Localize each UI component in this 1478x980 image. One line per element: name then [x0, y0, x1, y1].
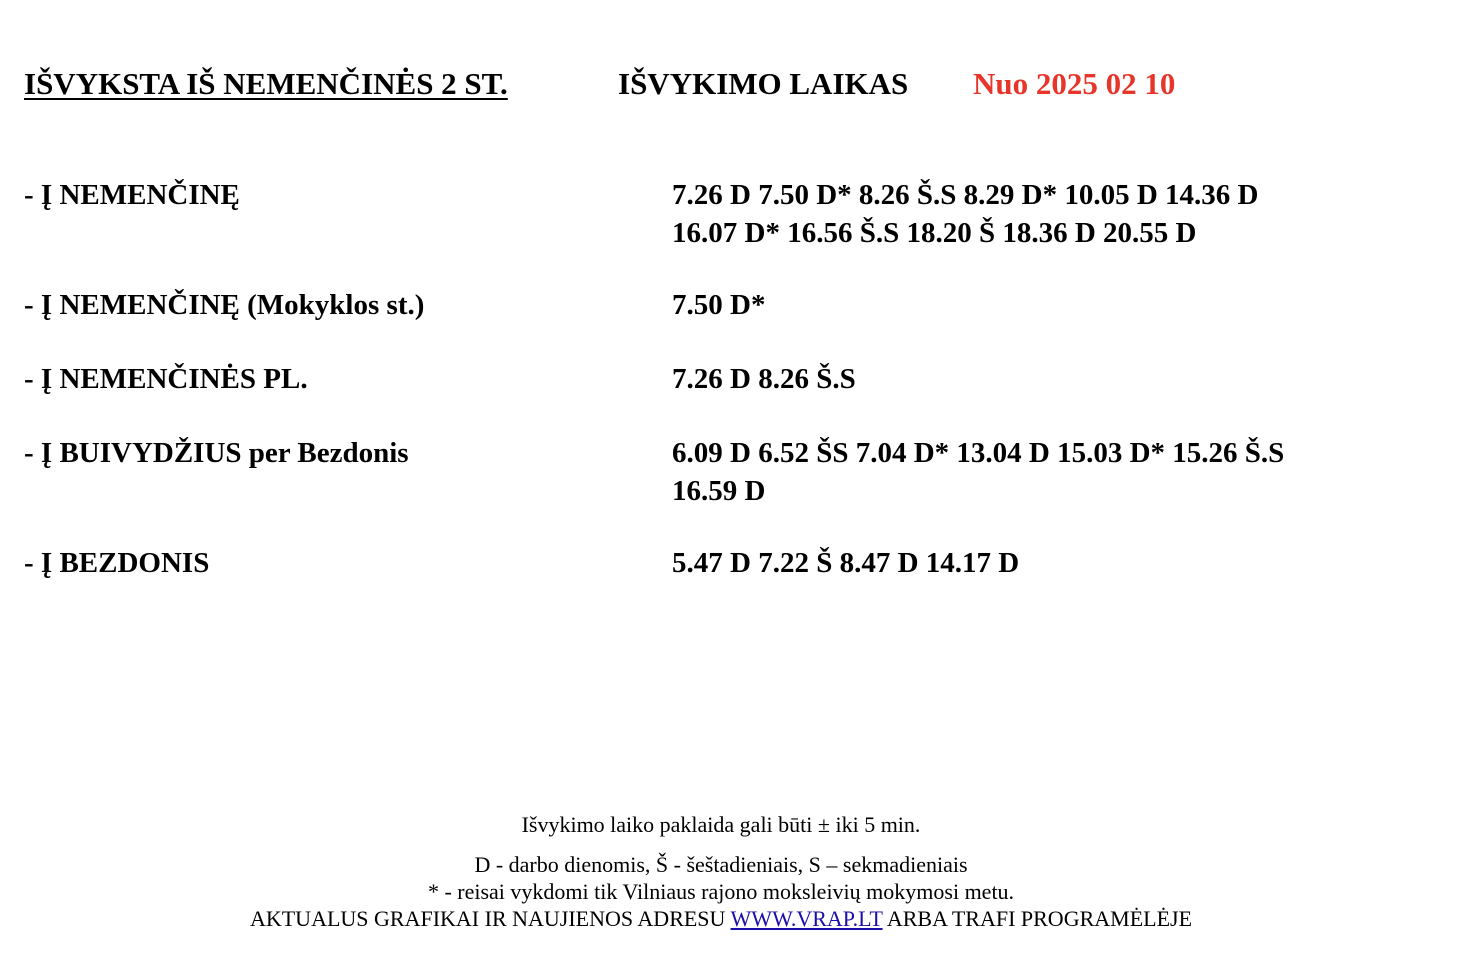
footer-info-prefix: AKTUALUS GRAFIKAI IR NAUJIENOS ADRESU	[249, 906, 726, 931]
route-times-line: 6.09 D 6.52 ŠS 7.04 D* 13.04 D 15.03 D* 15.26 Š.S	[672, 437, 1285, 469]
route-destination: - Į NEMENČINĖS PL.	[24, 363, 308, 395]
footer-info-suffix: ARBA TRAFI PROGRAMĖLĖJE	[886, 906, 1193, 931]
route-times-line: 7.50 D*	[672, 289, 766, 321]
route-times	[672, 360, 1372, 398]
footer-info-line	[0, 905, 1442, 932]
footer-legend: D - darbo dienomis, Š - šeštadieniais, S – sekmadieniais	[474, 852, 968, 877]
route-destination: - Į NEMENČINĘ (Mokyklos st.)	[24, 289, 425, 321]
header-departure-label: IŠVYKIMO LAIKAS	[618, 66, 909, 101]
footer-tolerance-note: Išvykimo laiko paklaida gali būti ± iki 5 min.	[521, 812, 921, 837]
route-destination: - Į BUIVYDŽIUS per Bezdonis	[24, 437, 409, 469]
header-title: IŠVYKSTA IŠ NEMENČINĖS 2 ST.	[24, 66, 508, 101]
vrap-website-link[interactable]: WWW.VRAP.LT	[730, 906, 883, 931]
route-times-line: 7.26 D 7.50 D* 8.26 Š.S 8.29 D* 10.05 D 14.36 D	[672, 179, 1259, 211]
route-times-line: 16.59 D	[672, 475, 766, 507]
route-times-line: 7.26 D 8.26 Š.S	[672, 363, 856, 395]
route-times	[672, 286, 1372, 324]
header-valid-from: Nuo 2025 02 10	[973, 66, 1176, 101]
route-times	[672, 544, 1372, 582]
footer-asterisk-note: * - reisai vykdomi tik Vilniaus rajono moksleivių mokymosi metu.	[427, 879, 1015, 904]
route-destination: - Į BEZDONIS	[24, 547, 210, 579]
route-destination: - Į NEMENČINĘ	[24, 179, 240, 211]
route-times	[672, 176, 1372, 252]
route-times	[672, 434, 1372, 510]
route-times-line: 16.07 D* 16.56 Š.S 18.20 Š 18.36 D 20.55 D	[672, 217, 1197, 249]
route-times-line: 5.47 D 7.22 Š 8.47 D 14.17 D	[672, 547, 1020, 579]
